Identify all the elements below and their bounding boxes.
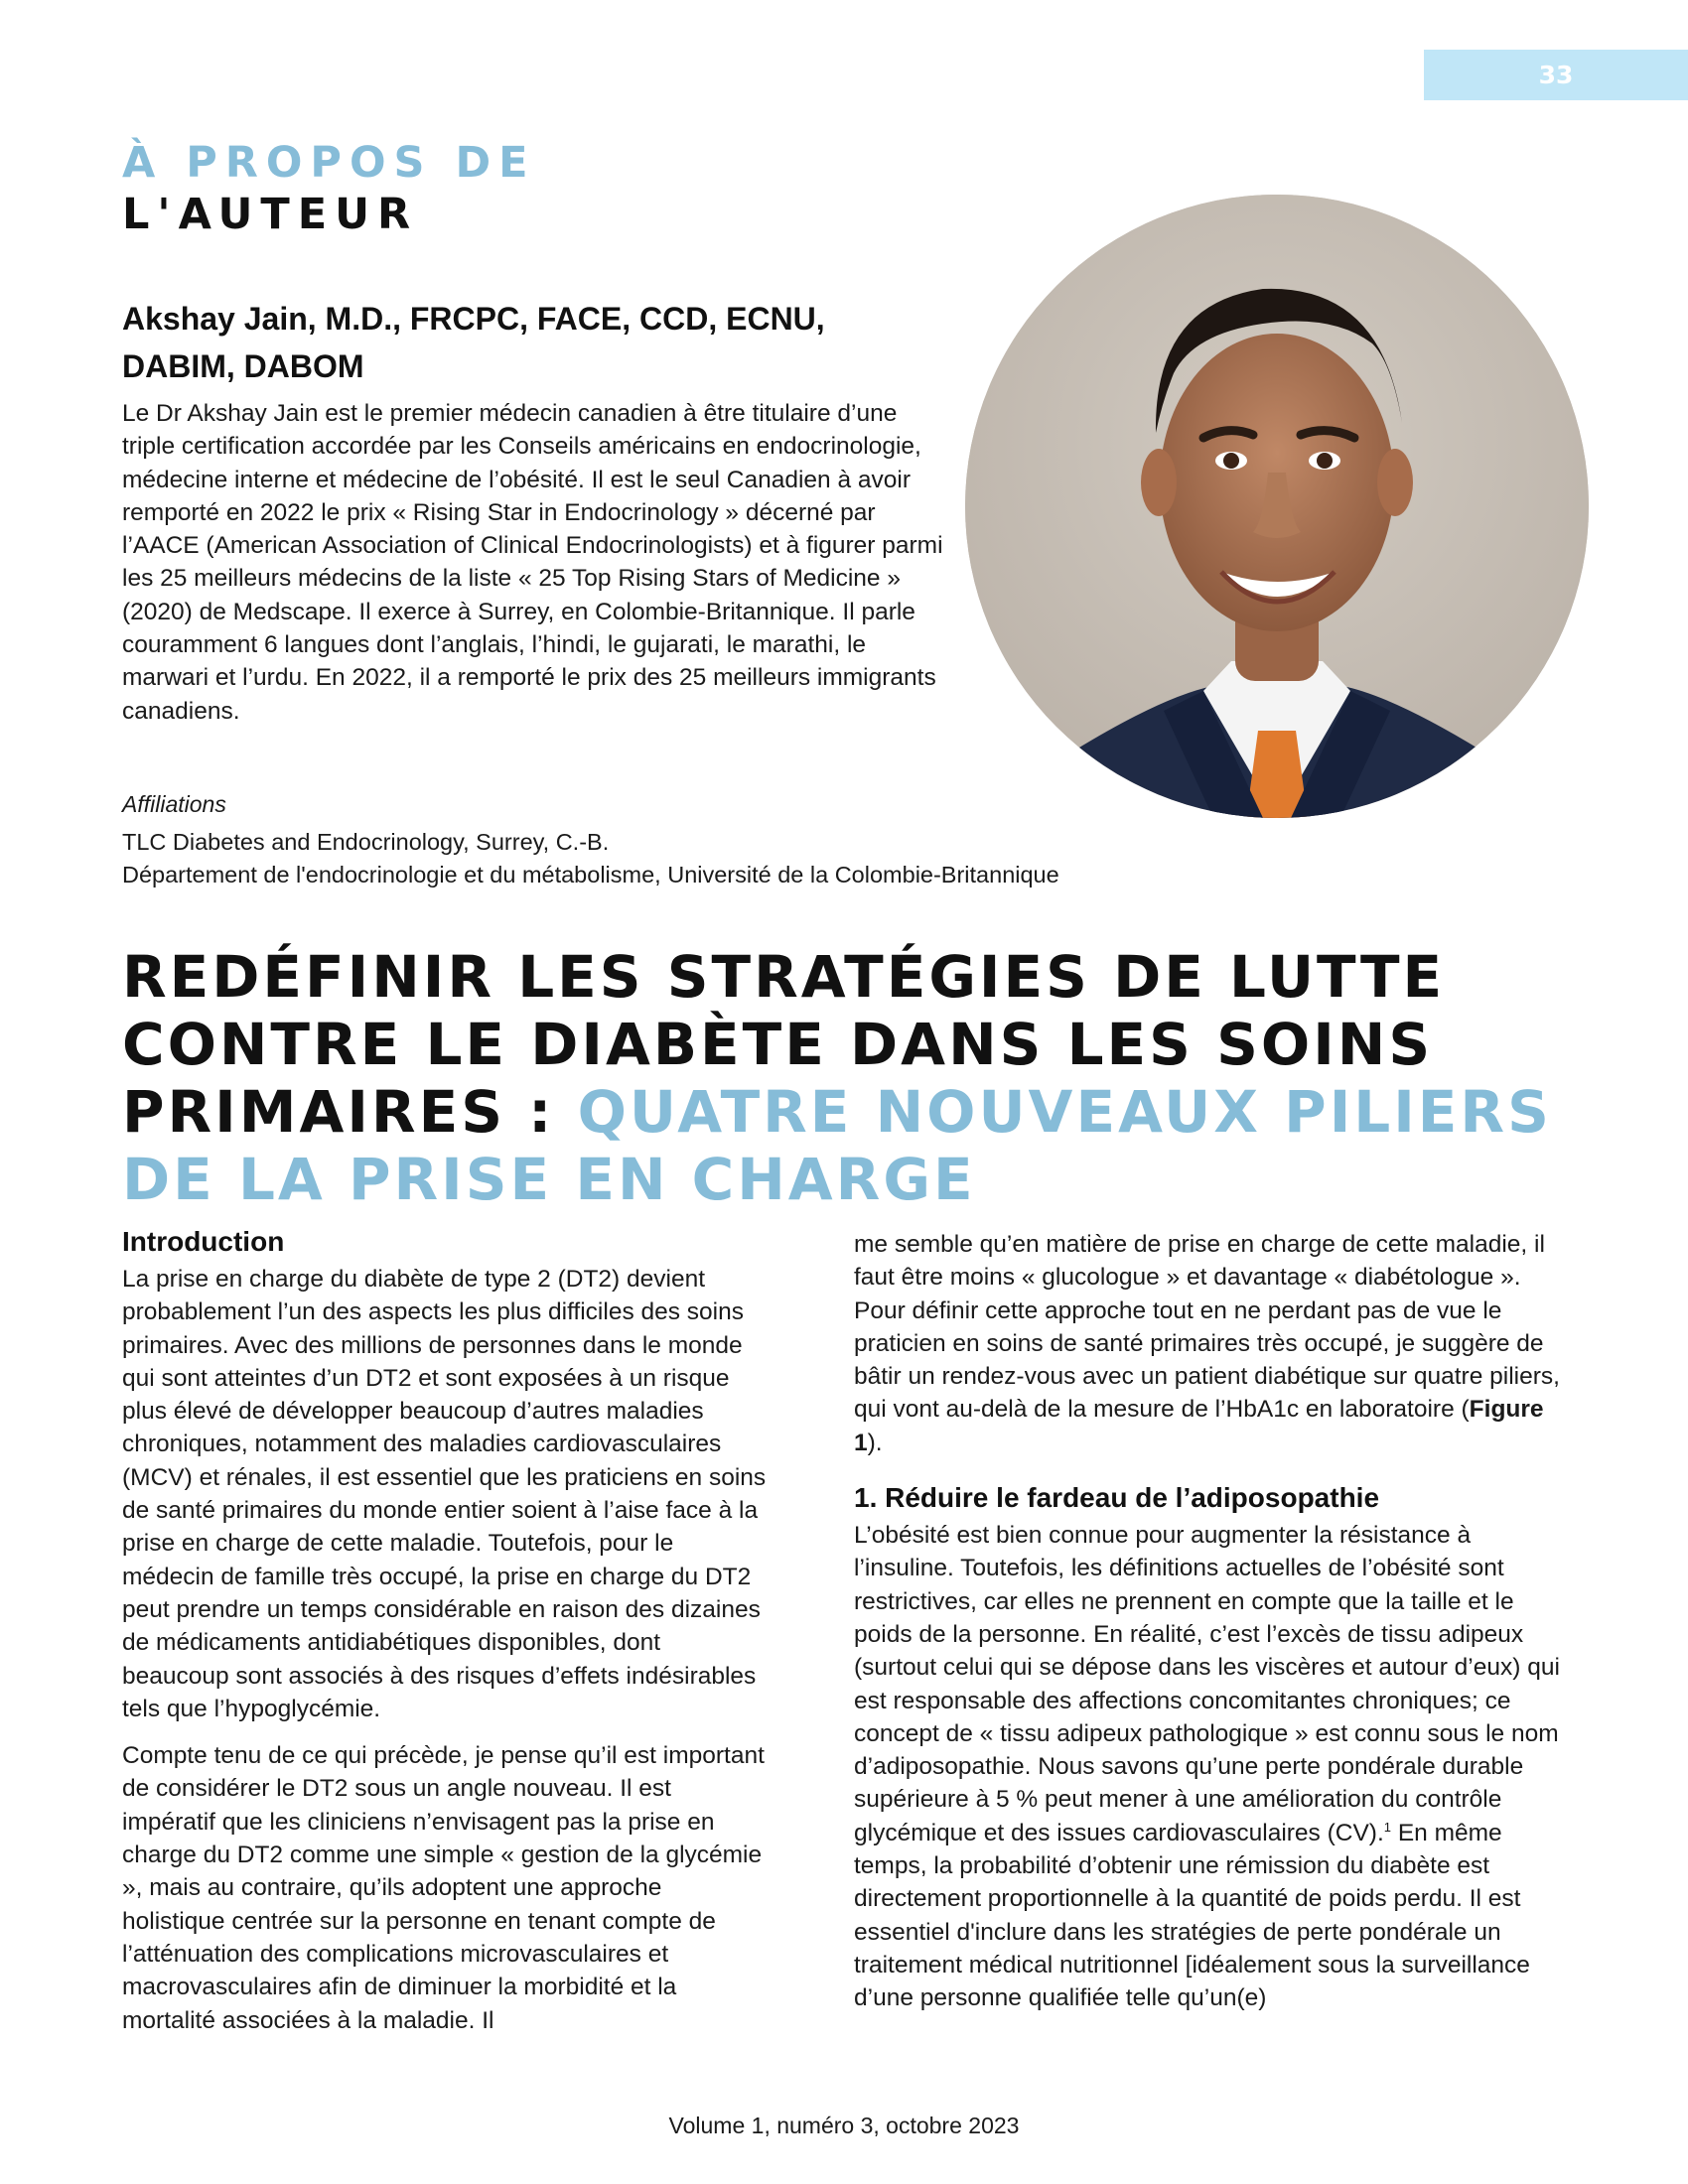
paragraph-text: En même temps, la probabilité d’obtenir une rémission du diabète est directement proportionnelle à la quantité de poids perdu. Il est essentiel d'inclure dans les stratégies de perte pondérale un traitement médical nutritionnel [idéalement sous la surveillance d’une personne qualifiée telle qu’un(e) [854, 1819, 1530, 2012]
paragraph: La prise en charge du diabète de type 2 (DT2) devient probablement l’un des aspects les plus difficiles des soins primaires. Avec des millions de personnes dans le monde qui sont atteintes d’un DT2 et sont exposées à un risque plus élevé de développer beaucoup d’autres maladies chroniques, notamment des maladies cardiovasculaires (MCV) et rénales, il est essentiel que les praticiens en soins de santé primaires du monde entier soient à l’aise face à la prise en charge de cette maladie. Toutefois, pour le médecin de famille très occupé, la prise en charge du DT2 peut prendre un temps considérable en raison des dizaines de médicaments antidiabétiques disponibles, dont beaucoup sont associés à des risques d’effets indésirables tels que l’hypoglycémie. [122, 1266, 767, 1722]
section-heading-introduction: Introduction [122, 1226, 285, 1257]
article-title-accent: QUATRE NOUVEAUX PILIERS DE LA PRISE EN CHARGE [122, 1078, 1552, 1213]
author-photo [965, 195, 1589, 818]
page-footer: Volume 1, numéro 3, octobre 2023 [668, 2113, 1020, 2138]
paragraph: Compte tenu de ce qui précède, je pense qu’il est important de considérer le DT2 sous un angle nouveau. Il est impératif que les cliniciens n’envisagent pas la prise en charge du DT2 comme une simple « gestion de la glycémie », mais au contraire, qu’ils adoptent une approche holistique centrée sur la personne en tenant compte de l’atténuation des complications microvasculaires et macrovasculaires afin de diminuer la morbidité et la mortalité associées à la maladie. Il [122, 1742, 765, 2034]
affiliation-item: Département de l'endocrinologie et du métabolisme, Université de la Colombie-Britannique [122, 862, 1059, 887]
citation-reference[interactable]: 1 [1383, 1819, 1392, 1835]
author-bio: Le Dr Akshay Jain est le premier médecin canadien à être titulaire d’une triple certification accordée par les Conseils américains en endocrinologie, médecine interne et médecine de l’obésité. Il est le seul Canadien à avoir remporté en 2022 le prix « Rising Star in Endocrinology » décerné par l’AACE (American Association of Clinical Endocrinologists) et à figurer parmi les 25 meilleurs médecins de la liste « 25 Top Rising Stars of Medicine » (2020) de Medscape. Il exerce à Surrey, en Colombie-Britannique. Il parle couramment 6 langues dont l’anglais, l’hindi, le gujarati, le marathi, le marwari et l’urdu. En 2022, il a remporté le prix des 25 meilleurs immigrants canadiens. [122, 400, 943, 725]
about-kicker: À PROPOS DE [122, 138, 536, 188]
author-name: Akshay Jain, M.D., FRCPC, FACE, CCD, ECNU, DABIM, DABOM [122, 301, 825, 384]
paragraph-text: me semble qu’en matière de prise en charge de cette maladie, il faut être moins « glucologue » et davantage « diabétologue ». Pour définir cette approche tout en ne perdant pas de vue le praticien en soins de santé primaires très occupé, je suggère de bâtir un rendez-vous avec un patient diabétique sur quatre piliers, qui vont au-delà de la mesure de l’HbA1c en laboratoire ( [854, 1231, 1560, 1424]
article-title-main: REDÉFINIR LES STRATÉGIES DE LUTTE CONTRE LE DIABÈTE DANS LES SOINS PRIMAIRES : [122, 943, 1446, 1146]
article-title [122, 943, 1572, 1213]
about-title: L'AUTEUR [122, 190, 419, 239]
paragraph-text: L’obésité est bien connue pour augmenter la résistance à l’insuline. Toutefois, les définitions actuelles de l’obésité sont restrictives, car elles ne prennent en compte que la taille et le poids de la personne. En réalité, c’est l’excès de tissu adipeux (surtout celui qui se dépose dans les viscères et autour d’eux) qui est responsable des affections concomitantes chroniques; ce concept de « tissu adipeux pathologique » est connu sous le nom d’adiposopathie. Nous savons qu’une perte pondérale durable supérieure à 5 % peut mener à une amélioration du contrôle glycémique et des issues cardiovasculaires (CV). [854, 1522, 1560, 1846]
figure-reference-link[interactable]: Figure 1 [854, 1396, 1544, 1456]
section-heading-adiposopathy: 1. Réduire le fardeau de l’adiposopathie [854, 1482, 1380, 1514]
paragraph-text: ). [867, 1429, 883, 1456]
page-number: 33 [1424, 50, 1688, 100]
affiliations-list [122, 826, 1059, 891]
article-column-left [122, 1223, 768, 2051]
paragraph [854, 1228, 1569, 1459]
paragraph [854, 1519, 1569, 2014]
author-portrait-illustration [965, 195, 1589, 818]
affiliation-item: TLC Diabetes and Endocrinology, Surrey, C.-B. [122, 829, 610, 855]
article-column-right [854, 1228, 1569, 2029]
affiliations-label: Affiliations [122, 791, 226, 817]
